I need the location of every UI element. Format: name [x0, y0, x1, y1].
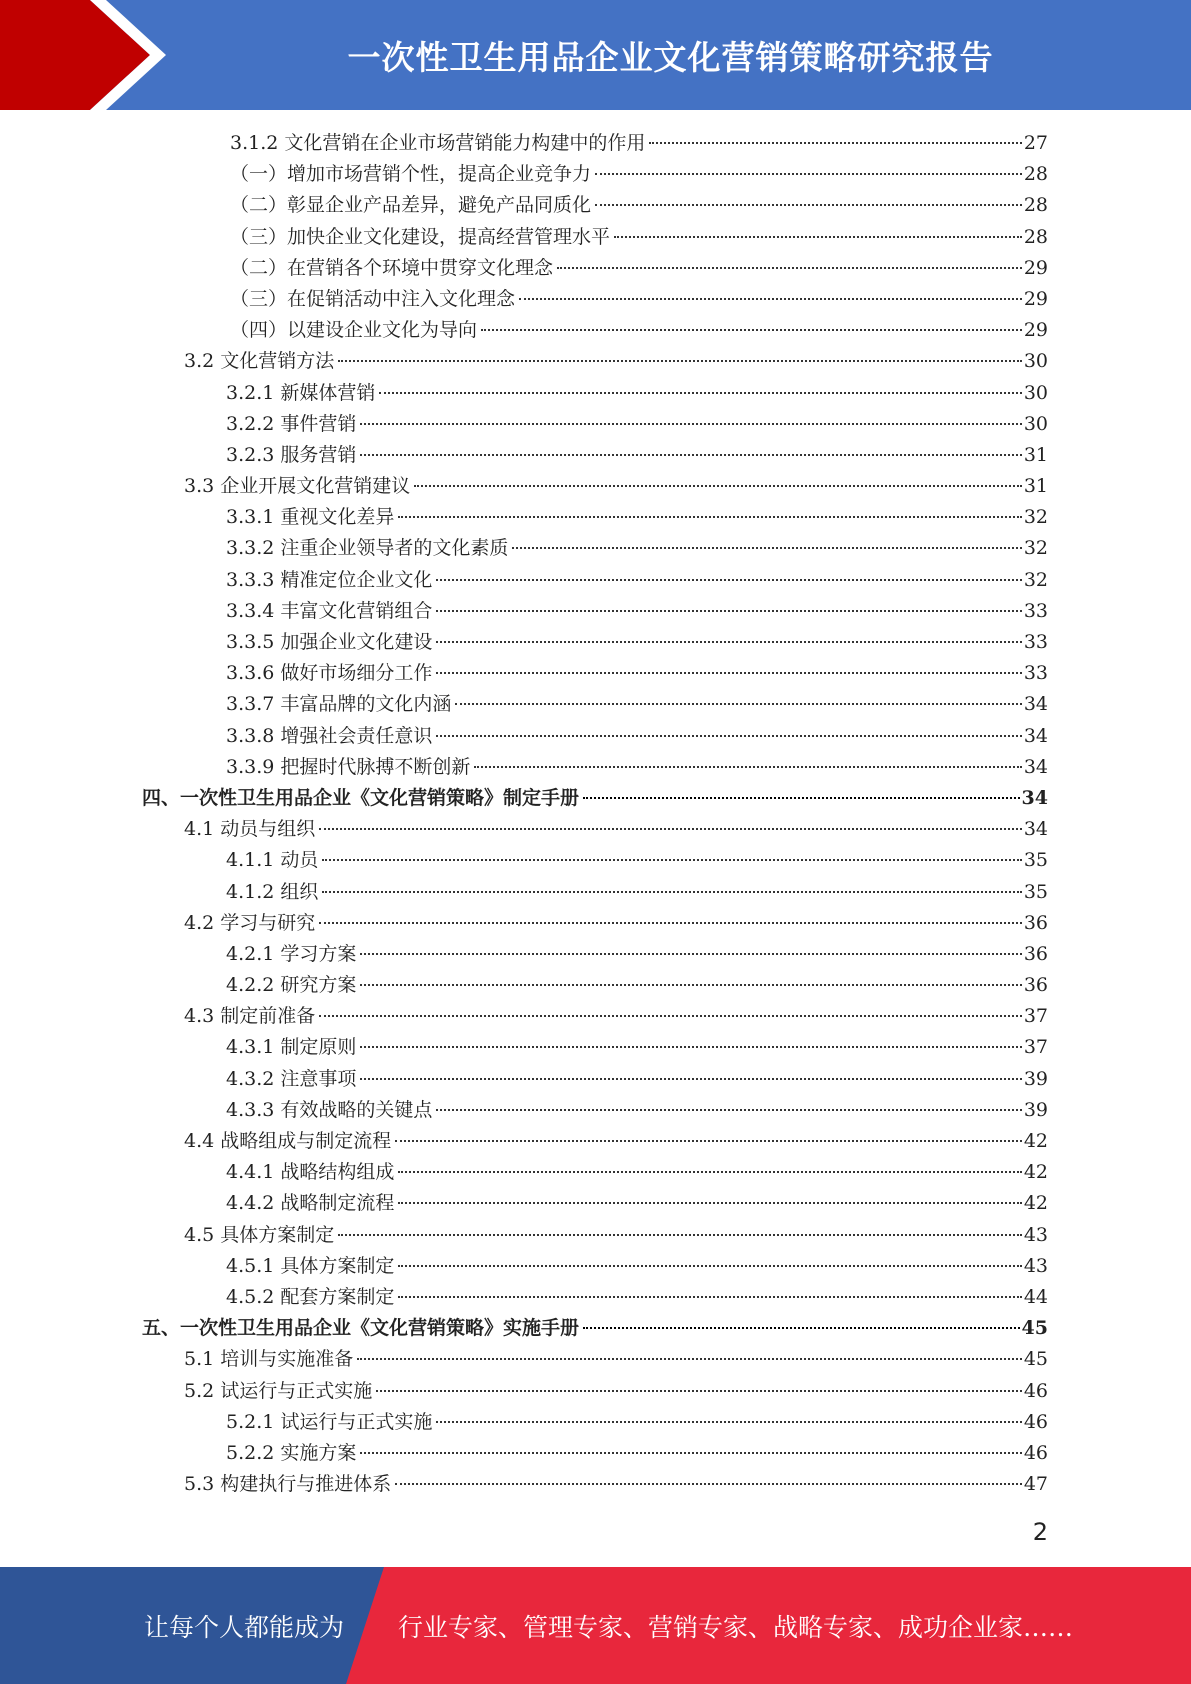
toc-entry[interactable]: [142, 1220, 1048, 1251]
toc-leader-dots: [338, 1234, 1022, 1236]
toc-entry-page: 43: [1023, 1254, 1048, 1277]
toc-entry-label: 4.4 战略组成与制定流程: [184, 1130, 392, 1152]
toc-leader-dots: [595, 173, 1022, 175]
toc-leader-dots: [436, 735, 1021, 737]
toc-leader-dots: [398, 1202, 1021, 1204]
table-of-contents: [142, 128, 1048, 1500]
toc-entry[interactable]: [142, 1407, 1048, 1438]
toc-entry-page: 31: [1023, 475, 1048, 498]
toc-entry-label: 3.3.7 丰富品牌的文化内涵: [226, 693, 452, 716]
footer-slogan-left: 让每个人都能成为: [144, 1612, 345, 1642]
toc-entry-page: 42: [1023, 1192, 1048, 1215]
toc-entry[interactable]: [142, 533, 1048, 564]
toc-entry-label: 3.3.1 重视文化差异: [226, 506, 395, 529]
toc-entry-page: 34: [1023, 693, 1048, 716]
toc-entry-page: 46: [1023, 1441, 1048, 1464]
toc-entry-page: 29: [1023, 256, 1048, 279]
toc-leader-dots: [474, 766, 1021, 768]
toc-entry[interactable]: [142, 1157, 1048, 1188]
toc-entry-label: （三）加快企业文化建设，提高经营管理水平: [230, 225, 611, 248]
toc-entry-page: 33: [1023, 662, 1048, 685]
toc-entry-page: 34: [1023, 724, 1048, 747]
toc-entry-label: 3.2 文化营销方法: [184, 350, 335, 373]
toc-entry-label: 3.3 企业开展文化营销建议: [184, 475, 411, 498]
toc-entry[interactable]: [142, 939, 1048, 970]
toc-entry-label: （二）彰显企业产品差异，避免产品同质化: [230, 194, 592, 217]
toc-entry[interactable]: [142, 253, 1048, 284]
toc-leader-dots: [360, 1452, 1021, 1454]
toc-entry-page: 31: [1023, 443, 1048, 466]
toc-entry-label: （三）在促销活动中注入文化理念: [230, 287, 516, 310]
toc-leader-dots: [398, 516, 1021, 518]
toc-leader-dots: [614, 236, 1022, 238]
toc-entry[interactable]: [142, 346, 1048, 377]
toc-entry-page: 42: [1023, 1130, 1048, 1152]
page-number: 2: [1032, 1518, 1048, 1546]
toc-entry-label: 3.3.4 丰富文化营销组合: [226, 599, 433, 622]
toc-entry[interactable]: [142, 128, 1048, 159]
footer-slogan-right: 行业专家、管理专家、营销专家、战略专家、成功企业家……: [398, 1612, 1074, 1642]
toc-entry-label: 3.3.5 加强企业文化建设: [226, 631, 433, 653]
toc-entry[interactable]: [142, 284, 1048, 315]
toc-leader-dots: [322, 891, 1021, 893]
toc-entry-page: 29: [1023, 319, 1048, 342]
toc-leader-dots: [436, 610, 1021, 612]
toc-entry-label: 3.3.6 做好市场细分工作: [226, 662, 433, 685]
report-title: 一次性卫生用品企业文化营销策略研究报告: [347, 37, 994, 77]
toc-entry-label: 4.3.2 注意事项: [226, 1067, 357, 1090]
toc-leader-dots: [436, 1421, 1021, 1423]
toc-entry-page: 28: [1023, 225, 1048, 248]
toc-leader-dots: [436, 672, 1021, 674]
toc-entry[interactable]: [142, 190, 1048, 221]
toc-leader-dots: [398, 1265, 1021, 1267]
toc-leader-dots: [595, 204, 1022, 206]
toc-entry-page: 30: [1023, 381, 1048, 404]
toc-entry[interactable]: [142, 1188, 1048, 1219]
toc-entry-page: 46: [1023, 1379, 1048, 1402]
toc-leader-dots: [512, 547, 1021, 549]
toc-entry-label: 4.2 学习与研究: [184, 911, 316, 934]
toc-entry-label: 4.5.2 配套方案制定: [226, 1285, 395, 1308]
toc-leader-dots: [319, 1015, 1022, 1017]
toc-entry[interactable]: [142, 845, 1048, 876]
toc-entry-page: 28: [1023, 194, 1048, 217]
toc-entry-label: 5.1 培训与实施准备: [184, 1348, 354, 1371]
toc-entry-page: 34: [1023, 818, 1048, 841]
toc-entry[interactable]: [142, 1251, 1048, 1282]
toc-entry[interactable]: [142, 440, 1048, 471]
toc-entry[interactable]: [142, 783, 1048, 814]
toc-entry[interactable]: [142, 565, 1048, 596]
toc-leader-dots: [436, 579, 1021, 581]
toc-entry-page: 43: [1023, 1223, 1048, 1246]
toc-entry-page: 35: [1023, 880, 1048, 903]
toc-leader-dots: [436, 1109, 1021, 1111]
toc-entry[interactable]: [142, 502, 1048, 533]
toc-entry-label: 4.1 动员与组织: [184, 818, 316, 841]
toc-leader-dots: [557, 267, 1022, 269]
toc-leader-dots: [319, 828, 1022, 830]
toc-entry-label: 4.5.1 具体方案制定: [226, 1254, 395, 1277]
toc-entry-label: 5.2.1 试运行与正式实施: [226, 1410, 433, 1433]
toc-entry[interactable]: [142, 1032, 1048, 1063]
toc-entry[interactable]: [142, 1126, 1048, 1157]
toc-entry[interactable]: [142, 596, 1048, 627]
toc-entry-page: 32: [1023, 506, 1048, 529]
toc-entry-page: 42: [1023, 1161, 1048, 1184]
toc-entry-label: 4.1.1 动员: [226, 849, 319, 872]
toc-entry[interactable]: [142, 222, 1048, 253]
toc-leader-dots: [436, 641, 1021, 643]
toc-leader-dots: [360, 953, 1021, 955]
toc-leader-dots: [398, 1171, 1021, 1173]
toc-entry-label: 4.3 制定前准备: [184, 1005, 316, 1028]
toc-entry-label: 5.2.2 实施方案: [226, 1441, 357, 1464]
toc-entry-label: （一）增加市场营销个性，提高企业竞争力: [230, 163, 592, 186]
toc-entry-page: 39: [1023, 1098, 1048, 1121]
toc-entry[interactable]: [142, 814, 1048, 845]
toc-entry[interactable]: [142, 1438, 1048, 1469]
toc-entry-label: 3.3.2 注重企业领导者的文化素质: [226, 537, 509, 560]
toc-entry-page: 30: [1023, 412, 1048, 435]
toc-entry-page: 28: [1023, 163, 1048, 186]
toc-leader-dots: [322, 859, 1021, 861]
toc-leader-dots: [360, 1046, 1021, 1048]
toc-entry[interactable]: [142, 1001, 1048, 1032]
toc-entry-label: 4.3.1 制定原则: [226, 1036, 357, 1059]
toc-entry[interactable]: [142, 378, 1048, 409]
toc-entry-label: 3.3.8 增强社会责任意识: [226, 724, 433, 747]
toc-entry[interactable]: [142, 752, 1048, 783]
toc-entry-label: 4.1.2 组织: [226, 880, 319, 903]
toc-entry-label: 3.1.2 文化营销在企业市场营销能力构建中的作用: [230, 132, 646, 154]
toc-entry[interactable]: [142, 1376, 1048, 1407]
toc-leader-dots: [360, 423, 1021, 425]
toc-entry-label: （二）在营销各个环境中贯穿文化理念: [230, 256, 554, 279]
toc-leader-dots: [376, 1390, 1022, 1392]
toc-leader-dots: [360, 454, 1021, 456]
toc-entry-page: 27: [1023, 132, 1048, 154]
toc-entry-page: 34: [1023, 755, 1048, 778]
toc-entry-label: 3.2.2 事件营销: [226, 412, 357, 435]
toc-entry-page: 33: [1023, 631, 1048, 653]
toc-entry-page: 46: [1023, 1410, 1048, 1433]
toc-entry[interactable]: [142, 315, 1048, 346]
toc-entry-label: 4.3.3 有效战略的关键点: [226, 1098, 433, 1121]
toc-entry-page: 36: [1023, 911, 1048, 934]
toc-entry-page: 29: [1023, 287, 1048, 310]
toc-leader-dots: [519, 298, 1022, 300]
toc-leader-dots: [379, 392, 1021, 394]
toc-leader-dots: [360, 984, 1021, 986]
page-header: [0, 0, 1191, 110]
toc-entry[interactable]: [142, 627, 1048, 658]
toc-entry-page: 37: [1023, 1005, 1048, 1028]
toc-entry-page: 37: [1023, 1036, 1048, 1059]
toc-entry-page: 35: [1023, 849, 1048, 872]
toc-entry-page: 32: [1023, 568, 1048, 591]
toc-entry[interactable]: [142, 409, 1048, 440]
toc-entry-page: 33: [1023, 599, 1048, 622]
toc-entry[interactable]: [142, 689, 1048, 720]
toc-entry-label: 4.2.2 研究方案: [226, 974, 357, 997]
toc-entry-label: 五、一次性卫生用品企业《文化营销策略》实施手册: [142, 1317, 580, 1340]
toc-entry-label: 5.3 构建执行与推进体系: [184, 1473, 392, 1496]
toc-entry-label: 4.4.2 战略制定流程: [226, 1192, 395, 1215]
toc-entry[interactable]: [142, 1282, 1048, 1313]
page-footer: [0, 1567, 1191, 1684]
toc-entry-label: 四、一次性卫生用品企业《文化营销策略》制定手册: [142, 786, 580, 809]
toc-leader-dots: [357, 1358, 1022, 1360]
toc-entry-label: 3.3.3 精准定位企业文化: [226, 568, 433, 591]
toc-entry[interactable]: [142, 471, 1048, 502]
toc-entry[interactable]: [142, 1313, 1048, 1344]
toc-entry-label: 4.5 具体方案制定: [184, 1223, 335, 1246]
toc-entry-page: 36: [1023, 942, 1048, 965]
toc-entry[interactable]: [142, 970, 1048, 1001]
toc-leader-dots: [395, 1483, 1022, 1485]
toc-entry[interactable]: [142, 658, 1048, 689]
toc-entry-label: 3.3.9 把握时代脉搏不断创新: [226, 755, 471, 778]
toc-entry[interactable]: [142, 908, 1048, 939]
toc-entry[interactable]: [142, 159, 1048, 190]
toc-entry-label: 5.2 试运行与正式实施: [184, 1379, 373, 1402]
toc-leader-dots: [395, 1140, 1022, 1142]
toc-leader-dots: [319, 922, 1022, 924]
toc-leader-dots: [398, 1296, 1021, 1298]
toc-entry-page: 36: [1023, 974, 1048, 997]
toc-entry-page: 32: [1023, 537, 1048, 560]
toc-entry-label: （四）以建设企业文化为导向: [230, 319, 478, 342]
toc-leader-dots: [360, 1078, 1021, 1080]
toc-leader-dots: [583, 1327, 1020, 1329]
toc-leader-dots: [583, 797, 1020, 799]
toc-leader-dots: [649, 142, 1021, 144]
toc-entry-label: 4.2.1 学习方案: [226, 942, 357, 965]
toc-entry[interactable]: [142, 877, 1048, 908]
toc-entry-page: 47: [1023, 1473, 1048, 1496]
toc-entry[interactable]: [142, 1064, 1048, 1095]
toc-leader-dots: [414, 485, 1022, 487]
toc-entry-page: 30: [1023, 350, 1048, 373]
toc-leader-dots: [455, 703, 1021, 705]
toc-entry-label: 3.2.3 服务营销: [226, 443, 357, 466]
toc-entry-label: 4.4.1 战略结构组成: [226, 1161, 395, 1184]
toc-entry-page: 45: [1023, 1348, 1048, 1371]
toc-leader-dots: [338, 360, 1022, 362]
toc-entry[interactable]: [142, 1095, 1048, 1126]
toc-entry[interactable]: [142, 721, 1048, 752]
toc-entry-label: 3.2.1 新媒体营销: [226, 381, 376, 404]
toc-entry-page: 39: [1023, 1067, 1048, 1090]
toc-entry-page: 45: [1021, 1317, 1048, 1340]
toc-entry-page: 44: [1023, 1285, 1048, 1308]
toc-entry-page: 34: [1021, 786, 1048, 809]
toc-entry[interactable]: [142, 1469, 1048, 1500]
toc-leader-dots: [481, 329, 1022, 331]
toc-entry[interactable]: [142, 1344, 1048, 1375]
